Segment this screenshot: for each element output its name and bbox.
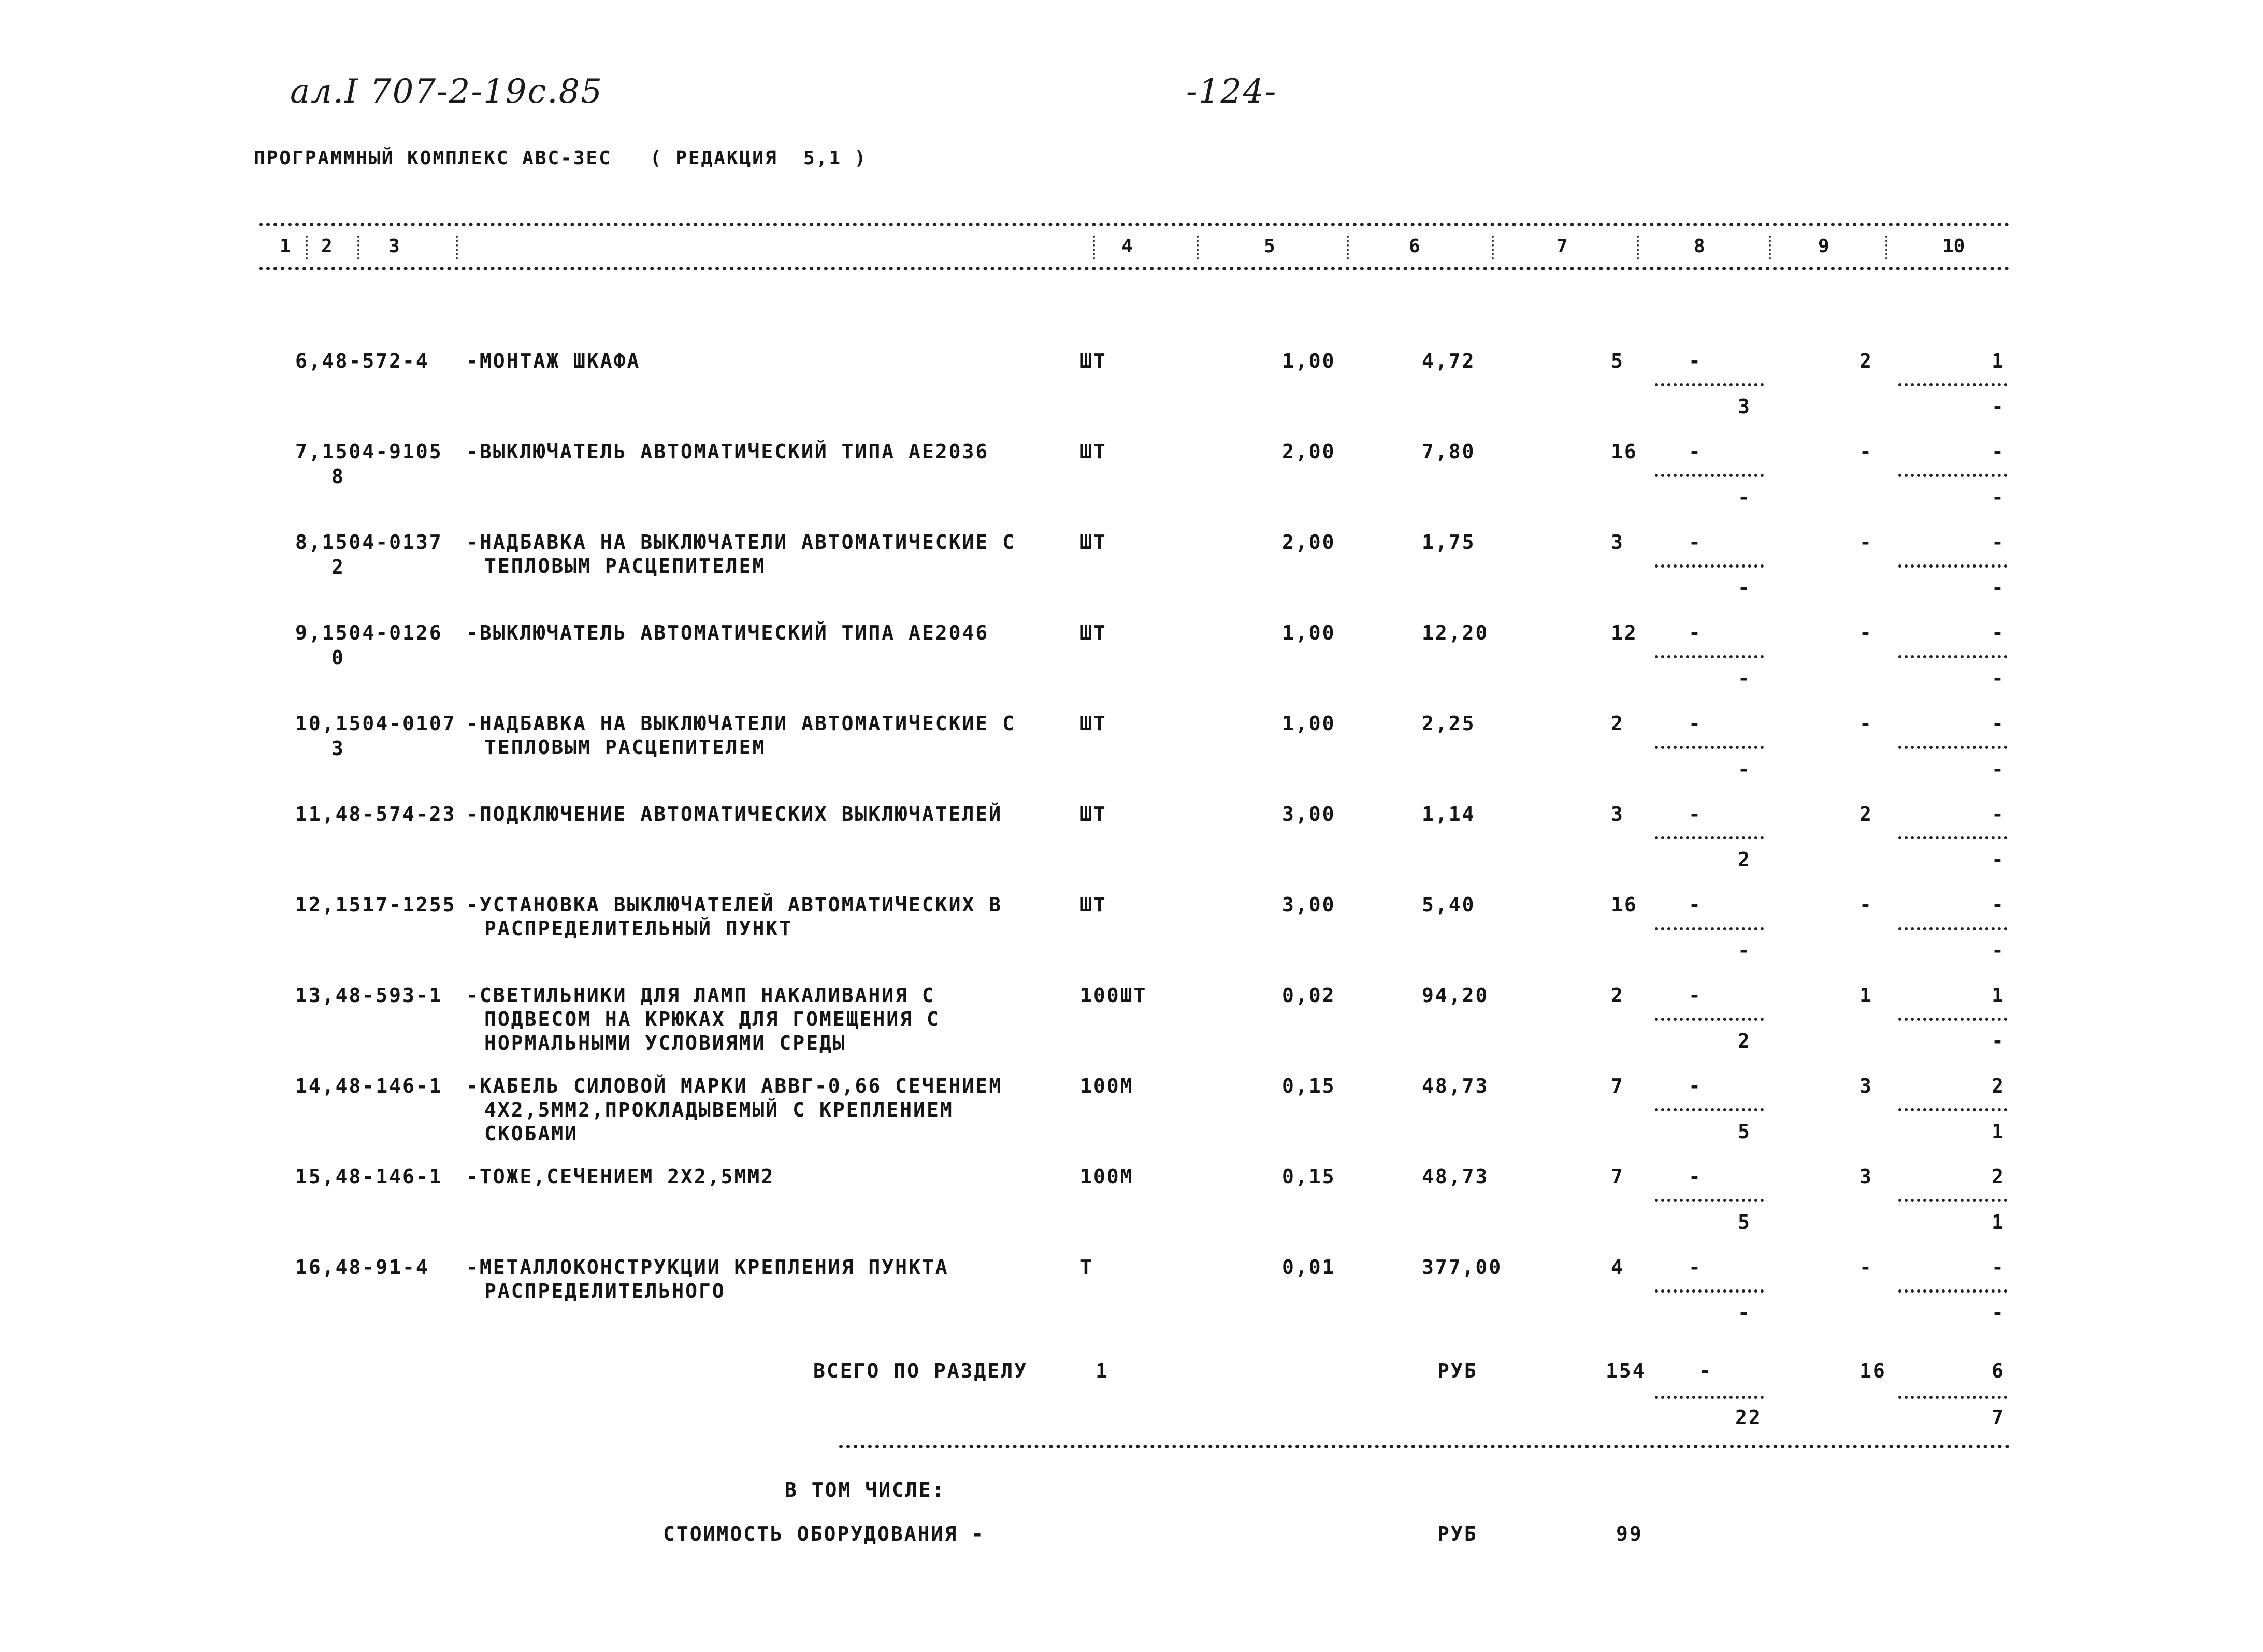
row-col10-fraction-line <box>1898 1199 2007 1202</box>
row-unit: 100М <box>1080 1165 1134 1188</box>
row-col10-top: - <box>1992 440 2005 463</box>
row-col8-fraction-line <box>1655 564 1764 568</box>
row-quantity: 1,00 <box>1282 712 1336 735</box>
row-col10-bottom: - <box>1992 576 2005 599</box>
total-bottom-rule <box>839 1445 2010 1448</box>
row-col8-top: - <box>1689 531 1702 554</box>
row-unit: 100ШТ <box>1080 984 1147 1007</box>
row-col9-value: - <box>1860 440 1873 463</box>
row-col9-value: - <box>1860 621 1873 644</box>
row-number-code-continuation: 8 <box>331 465 345 488</box>
column-separator <box>456 236 458 259</box>
row-col7-value: 2 <box>1611 712 1624 735</box>
row-col10-fraction-line <box>1898 474 2007 477</box>
row-description-line: РАСПРЕДЕЛИТЕЛЬНОГО <box>484 1280 726 1302</box>
row-quantity: 3,00 <box>1282 893 1336 916</box>
row-col10-top: 2 <box>1992 1165 2005 1188</box>
row-number-code: 7,1504-9105 <box>295 440 443 463</box>
row-col10-bottom: - <box>1992 1301 2005 1324</box>
row-col10-fraction-line <box>1898 836 2007 839</box>
total-col7: 154 <box>1606 1359 1646 1382</box>
row-col10-bottom: - <box>1992 758 2005 780</box>
row-col8-top: - <box>1689 1256 1702 1279</box>
row-col8-top: - <box>1689 350 1702 372</box>
row-quantity: 0,01 <box>1282 1256 1336 1279</box>
row-col10-top: - <box>1992 803 2005 825</box>
row-unit-price: 7,80 <box>1422 440 1476 463</box>
row-description-line: -КАБЕЛЬ СИЛОВОЙ МАРКИ АВВГ-0,66 СЕЧЕНИЕМ <box>466 1075 1003 1097</box>
row-col8-top: - <box>1689 621 1702 644</box>
row-col8-fraction-line <box>1655 1018 1764 1021</box>
row-description-line: -СВЕТИЛЬНИКИ ДЛЯ ЛАМП НАКАЛИВАНИЯ С <box>466 984 935 1007</box>
row-number-code: 10,1504-0107 <box>295 712 456 735</box>
column-number-9: 9 <box>1818 236 1829 257</box>
row-col7-value: 16 <box>1611 893 1638 916</box>
row-col7-value: 3 <box>1611 531 1624 554</box>
row-col10-bottom: 1 <box>1992 1211 2005 1234</box>
row-unit-price: 48,73 <box>1422 1075 1489 1097</box>
row-number-code-continuation: 2 <box>331 556 345 578</box>
row-unit: ШТ <box>1080 893 1107 916</box>
row-description-line: -НАДБАВКА НА ВЫКЛЮЧАТЕЛИ АВТОМАТИЧЕСКИЕ С <box>466 531 1016 554</box>
row-unit: ШТ <box>1080 531 1107 554</box>
equipment-cost-unit: РУБ <box>1437 1523 1478 1545</box>
program-header: ПРОГРАММНЫЙ КОМПЛЕКС АВС-ЗЕС ( РЕДАКЦИЯ 5,1 ) <box>254 148 868 169</box>
column-separator <box>1637 236 1639 259</box>
row-col8-bottom: - <box>1738 939 1751 962</box>
row-description-line: СКОБАМИ <box>484 1122 579 1145</box>
row-col10-top: 1 <box>1992 350 2005 372</box>
row-description-line: 4Х2,5ММ2,ПРОКЛАДЫВЕМЫЙ С КРЕПЛЕНИЕМ <box>484 1098 954 1121</box>
row-col10-bottom: - <box>1992 1030 2005 1052</box>
row-quantity: 3,00 <box>1282 803 1336 825</box>
row-description-line: -ПОДКЛЮЧЕНИЕ АВТОМАТИЧЕСКИХ ВЫКЛЮЧАТЕЛЕЙ <box>466 803 1003 825</box>
total-col8-fraction-line <box>1655 1396 1764 1399</box>
row-col8-bottom: 5 <box>1738 1211 1751 1234</box>
row-description-line: НОРМАЛЬНЫМИ УСЛОВИЯМИ СРЕДЫ <box>484 1032 846 1054</box>
row-col8-bottom: 5 <box>1738 1120 1751 1143</box>
row-col8-bottom: - <box>1738 758 1751 780</box>
row-col10-fraction-line <box>1898 927 2007 930</box>
row-col8-fraction-line <box>1655 746 1764 749</box>
row-col7-value: 7 <box>1611 1165 1624 1188</box>
row-description-line: -НАДБАВКА НА ВЫКЛЮЧАТЕЛИ АВТОМАТИЧЕСКИЕ С <box>466 712 1016 735</box>
row-number-code: 9,1504-0126 <box>295 621 443 644</box>
row-unit: ШТ <box>1080 712 1107 735</box>
row-col10-bottom: - <box>1992 848 2005 871</box>
total-label: ВСЕГО ПО РАЗДЕЛУ <box>813 1359 1028 1382</box>
page-number: -124- <box>1186 73 1277 111</box>
row-col8-bottom: 2 <box>1738 1030 1751 1052</box>
row-col10-fraction-line <box>1898 1289 2007 1293</box>
row-col9-value: 3 <box>1860 1075 1873 1097</box>
row-unit-price: 12,20 <box>1422 621 1489 644</box>
row-unit-price: 377,00 <box>1422 1256 1503 1279</box>
header-top-rule <box>259 223 2010 226</box>
total-col9: 16 <box>1860 1359 1886 1382</box>
row-description-line: -ВЫКЛЮЧАТЕЛЬ АВТОМАТИЧЕСКИЙ ТИПА АЕ2046 <box>466 621 989 644</box>
row-col10-bottom: - <box>1992 667 2005 690</box>
row-quantity: 0,15 <box>1282 1165 1336 1188</box>
row-col8-top: - <box>1689 1165 1702 1188</box>
row-col10-fraction-line <box>1898 1108 2007 1111</box>
column-separator <box>1093 236 1095 259</box>
row-col10-top: - <box>1992 893 2005 916</box>
row-col8-top: - <box>1689 1075 1702 1097</box>
row-col9-value: 2 <box>1860 350 1873 372</box>
row-col7-value: 12 <box>1611 621 1638 644</box>
row-description-line: ТЕПЛОВЫМ РАСЦЕПИТЕЛЕМ <box>484 555 766 577</box>
row-col8-fraction-line <box>1655 1108 1764 1111</box>
column-number-1: 1 <box>280 236 291 257</box>
total-col8-bottom: 22 <box>1735 1406 1762 1429</box>
column-separator <box>1492 236 1494 259</box>
row-col9-value: - <box>1860 712 1873 735</box>
row-description-line: ТЕПЛОВЫМ РАСЦЕПИТЕЛЕМ <box>484 736 766 759</box>
row-description-line: -УСТАНОВКА ВЫКЛЮЧАТЕЛЕЙ АВТОМАТИЧЕСКИХ В <box>466 893 1003 916</box>
row-quantity: 0,02 <box>1282 984 1336 1007</box>
row-unit-price: 4,72 <box>1422 350 1476 372</box>
row-col8-fraction-line <box>1655 655 1764 658</box>
column-number-6: 6 <box>1409 236 1420 257</box>
row-col8-bottom: 3 <box>1738 395 1751 418</box>
row-number-code-continuation: 0 <box>331 646 345 669</box>
row-col10-top: - <box>1992 621 2005 644</box>
row-quantity: 1,00 <box>1282 350 1336 372</box>
column-separator <box>357 236 359 259</box>
row-col8-top: - <box>1689 712 1702 735</box>
row-col10-fraction-line <box>1898 383 2007 386</box>
row-quantity: 1,00 <box>1282 621 1336 644</box>
row-col10-bottom: 1 <box>1992 1120 2005 1143</box>
row-number-code: 6,48-572-4 <box>295 350 429 372</box>
row-col8-top: - <box>1689 893 1702 916</box>
row-col8-top: - <box>1689 984 1702 1007</box>
row-col8-bottom: - <box>1738 1301 1751 1324</box>
row-col10-fraction-line <box>1898 1018 2007 1021</box>
row-number-code-continuation: 3 <box>331 737 345 760</box>
column-separator <box>1769 236 1771 259</box>
row-unit-price: 94,20 <box>1422 984 1489 1007</box>
column-number-5: 5 <box>1264 236 1275 257</box>
row-col9-value: 2 <box>1860 803 1873 825</box>
row-col10-fraction-line <box>1898 564 2007 568</box>
column-number-7: 7 <box>1556 236 1568 257</box>
row-number-code: 16,48-91-4 <box>295 1256 429 1279</box>
row-col8-fraction-line <box>1655 836 1764 839</box>
row-description-line: РАСПРЕДЕЛИТЕЛЬНЫЙ ПУНКТ <box>484 917 793 940</box>
row-col8-fraction-line <box>1655 383 1764 386</box>
row-col10-fraction-line <box>1898 655 2007 658</box>
row-col10-top: 2 <box>1992 1075 2005 1097</box>
row-col10-top: - <box>1992 712 2005 735</box>
column-number-10: 10 <box>1942 236 1965 257</box>
row-col7-value: 4 <box>1611 1256 1624 1279</box>
row-number-code: 12,1517-1255 <box>295 893 456 916</box>
row-number-code: 13,48-593-1 <box>295 984 443 1007</box>
row-col9-value: 3 <box>1860 1165 1873 1188</box>
row-number-code: 8,1504-0137 <box>295 531 443 554</box>
row-unit: ШТ <box>1080 440 1107 463</box>
column-separator <box>1347 236 1349 259</box>
row-col7-value: 7 <box>1611 1075 1624 1097</box>
row-description-line: ПОДВЕСОМ НА КРЮКАХ ДЛЯ ГОМЕЩЕНИЯ С <box>484 1008 940 1031</box>
row-number-code: 14,48-146-1 <box>295 1075 443 1097</box>
row-col10-top: 1 <box>1992 984 2005 1007</box>
row-unit: Т <box>1080 1256 1093 1279</box>
equipment-cost-value: 99 <box>1616 1523 1643 1545</box>
row-unit: ШТ <box>1080 350 1107 372</box>
row-col8-top: - <box>1689 803 1702 825</box>
row-col9-value: - <box>1860 531 1873 554</box>
row-col10-top: - <box>1992 531 2005 554</box>
total-section: 1 <box>1096 1359 1109 1382</box>
row-unit-price: 48,73 <box>1422 1165 1489 1188</box>
row-description-line: -ВЫКЛЮЧАТЕЛЬ АВТОМАТИЧЕСКИЙ ТИПА АЕ2036 <box>466 440 989 463</box>
row-quantity: 0,15 <box>1282 1075 1336 1097</box>
row-unit-price: 1,75 <box>1422 531 1476 554</box>
row-col8-bottom: - <box>1738 667 1751 690</box>
row-quantity: 2,00 <box>1282 440 1336 463</box>
row-col10-fraction-line <box>1898 746 2007 749</box>
row-col10-bottom: - <box>1992 939 2005 962</box>
total-col10-top: 6 <box>1992 1359 2005 1382</box>
row-number-code: 11,48-574-23 <box>295 803 456 825</box>
row-col10-bottom: - <box>1992 486 2005 509</box>
row-col8-fraction-line <box>1655 1199 1764 1202</box>
row-col8-fraction-line <box>1655 927 1764 930</box>
total-unit: РУБ <box>1437 1359 1478 1382</box>
column-separator <box>1197 236 1199 259</box>
column-number-2: 2 <box>321 236 333 257</box>
row-col7-value: 2 <box>1611 984 1624 1007</box>
row-unit-price: 5,40 <box>1422 893 1476 916</box>
column-number-4: 4 <box>1121 236 1133 257</box>
row-col7-value: 3 <box>1611 803 1624 825</box>
row-col7-value: 5 <box>1611 350 1624 372</box>
row-col8-bottom: - <box>1738 486 1751 509</box>
row-col10-top: - <box>1992 1256 2005 1279</box>
row-col9-value: 1 <box>1860 984 1873 1007</box>
row-col9-value: - <box>1860 1256 1873 1279</box>
row-unit: 100М <box>1080 1075 1134 1097</box>
column-number-3: 3 <box>388 236 400 257</box>
row-col8-bottom: 2 <box>1738 848 1751 871</box>
column-separator <box>306 236 308 259</box>
equipment-cost-label: СТОИМОСТЬ ОБОРУДОВАНИЯ - <box>663 1523 985 1545</box>
row-col10-bottom: - <box>1992 395 2005 418</box>
column-number-8: 8 <box>1694 236 1705 257</box>
row-unit: ШТ <box>1080 621 1107 644</box>
row-quantity: 2,00 <box>1282 531 1336 554</box>
row-unit-price: 2,25 <box>1422 712 1476 735</box>
document-reference: ал.I 707-2-19с.85 <box>290 73 603 111</box>
row-col8-fraction-line <box>1655 474 1764 477</box>
total-col8-top: - <box>1699 1359 1712 1382</box>
including-label: В ТОМ ЧИСЛЕ: <box>785 1479 946 1501</box>
row-description-line: -МОНТАЖ ШКАФА <box>466 350 641 372</box>
header-bottom-rule <box>259 267 2010 270</box>
row-unit-price: 1,14 <box>1422 803 1476 825</box>
row-description-line: -МЕТАЛЛОКОНСТРУКЦИИ КРЕПЛЕНИЯ ПУНКТА <box>466 1256 949 1279</box>
total-col10-bottom: 7 <box>1992 1406 2005 1429</box>
column-separator <box>1885 236 1887 259</box>
row-col9-value: - <box>1860 893 1873 916</box>
row-col8-fraction-line <box>1655 1289 1764 1293</box>
row-description-line: -ТОЖЕ,СЕЧЕНИЕМ 2Х2,5ММ2 <box>466 1165 775 1188</box>
row-col7-value: 16 <box>1611 440 1638 463</box>
total-col10-fraction-line <box>1898 1396 2007 1399</box>
row-col8-bottom: - <box>1738 576 1751 599</box>
row-col8-top: - <box>1689 440 1702 463</box>
row-number-code: 15,48-146-1 <box>295 1165 443 1188</box>
row-unit: ШТ <box>1080 803 1107 825</box>
